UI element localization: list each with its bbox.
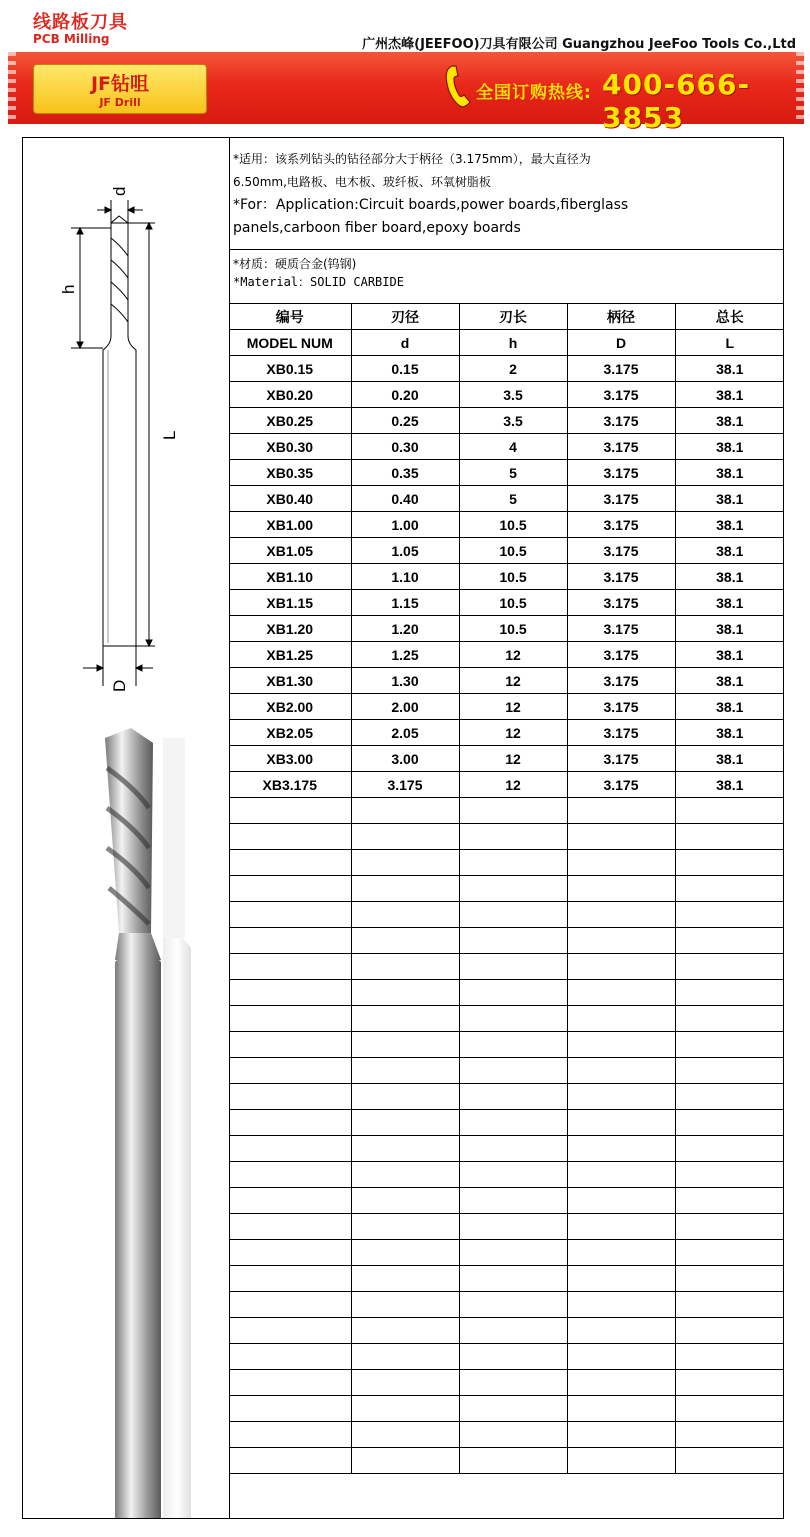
empty-table-cell bbox=[459, 1240, 567, 1266]
table-cell: 3.175 bbox=[567, 590, 675, 616]
table-cell: 10.5 bbox=[459, 512, 567, 538]
table-cell: 3.175 bbox=[567, 616, 675, 642]
table-cell: 1.00 bbox=[351, 512, 459, 538]
empty-table-cell bbox=[229, 954, 351, 980]
empty-table-cell bbox=[675, 954, 784, 980]
empty-table-cell bbox=[351, 1370, 459, 1396]
empty-table-cell bbox=[229, 1266, 351, 1292]
empty-table-cell bbox=[229, 1214, 351, 1240]
empty-table-cell bbox=[567, 876, 675, 902]
table-row bbox=[229, 460, 784, 486]
table-cell: 3.175 bbox=[567, 746, 675, 772]
application-cn-line2: 6.50mm,电路板、电木板、玻纤板、环氧树脂板 bbox=[233, 175, 491, 189]
empty-table-cell bbox=[675, 928, 784, 954]
empty-table-cell bbox=[567, 850, 675, 876]
table-cell: 3.175 bbox=[567, 538, 675, 564]
empty-table-row bbox=[229, 824, 784, 850]
empty-table-cell bbox=[459, 1058, 567, 1084]
empty-table-cell bbox=[567, 1396, 675, 1422]
empty-table-cell bbox=[675, 1396, 784, 1422]
empty-table-cell bbox=[567, 1006, 675, 1032]
table-cell: 5 bbox=[459, 460, 567, 486]
empty-table-row bbox=[229, 1396, 784, 1422]
empty-table-cell bbox=[229, 1240, 351, 1266]
empty-table-cell bbox=[567, 1292, 675, 1318]
table-row bbox=[229, 746, 784, 772]
empty-table-row bbox=[229, 980, 784, 1006]
empty-table-row bbox=[229, 1370, 784, 1396]
product-title-badge bbox=[33, 64, 207, 114]
empty-table-row bbox=[229, 902, 784, 928]
table-cell: XB0.30 bbox=[229, 434, 351, 460]
table-cell: 3.175 bbox=[567, 512, 675, 538]
table-cell: 38.1 bbox=[675, 772, 784, 798]
empty-table-cell bbox=[675, 1058, 784, 1084]
header-cell: 编号 bbox=[229, 304, 351, 330]
empty-table-cell bbox=[675, 1344, 784, 1370]
empty-table-row bbox=[229, 1266, 784, 1292]
empty-table-cell bbox=[459, 954, 567, 980]
header-cell: L bbox=[675, 330, 784, 356]
empty-table-cell bbox=[675, 1214, 784, 1240]
empty-table-cell bbox=[351, 954, 459, 980]
empty-table-cell bbox=[675, 1084, 784, 1110]
empty-table-cell bbox=[351, 1162, 459, 1188]
empty-table-cell bbox=[351, 850, 459, 876]
table-cell: 4 bbox=[459, 434, 567, 460]
table-cell: 12 bbox=[459, 720, 567, 746]
table-cell: 0.15 bbox=[351, 356, 459, 382]
empty-table-row bbox=[229, 1318, 784, 1344]
table-row bbox=[229, 408, 784, 434]
empty-table-cell bbox=[459, 1006, 567, 1032]
empty-table-cell bbox=[351, 1396, 459, 1422]
dim-label-d: d bbox=[110, 186, 129, 196]
table-row bbox=[229, 720, 784, 746]
table-cell: 3.00 bbox=[351, 746, 459, 772]
empty-table-cell bbox=[675, 1006, 784, 1032]
table-cell: 10.5 bbox=[459, 616, 567, 642]
empty-table-row bbox=[229, 954, 784, 980]
product-title-en: JF Drill bbox=[99, 96, 141, 109]
empty-table-cell bbox=[675, 850, 784, 876]
empty-table-cell bbox=[351, 1214, 459, 1240]
empty-table-cell bbox=[567, 1032, 675, 1058]
empty-table-cell bbox=[675, 902, 784, 928]
table-cell: XB1.30 bbox=[229, 668, 351, 694]
empty-table-row bbox=[229, 1188, 784, 1214]
empty-table-cell bbox=[459, 1084, 567, 1110]
table-cell: 1.05 bbox=[351, 538, 459, 564]
table-row bbox=[229, 564, 784, 590]
empty-table-cell bbox=[459, 902, 567, 928]
table-header-row-cn bbox=[229, 304, 784, 330]
header-cell: 柄径 bbox=[567, 304, 675, 330]
table-cell: XB0.40 bbox=[229, 486, 351, 512]
empty-table-cell bbox=[675, 980, 784, 1006]
table-cell: XB1.20 bbox=[229, 616, 351, 642]
table-row bbox=[229, 356, 784, 382]
table-cell: 38.1 bbox=[675, 512, 784, 538]
empty-table-cell bbox=[567, 1136, 675, 1162]
empty-table-cell bbox=[351, 980, 459, 1006]
empty-table-cell bbox=[675, 1370, 784, 1396]
table-cell: 3.175 bbox=[567, 434, 675, 460]
table-cell: 2 bbox=[459, 356, 567, 382]
empty-table-row bbox=[229, 1032, 784, 1058]
table-cell: 38.1 bbox=[675, 408, 784, 434]
table-row bbox=[229, 772, 784, 798]
hotline-label: 全国订购热线: bbox=[476, 83, 592, 103]
empty-table-cell bbox=[351, 1006, 459, 1032]
empty-table-cell bbox=[675, 1266, 784, 1292]
empty-table-cell bbox=[459, 1032, 567, 1058]
table-cell: 3.175 bbox=[567, 772, 675, 798]
empty-table-cell bbox=[229, 876, 351, 902]
table-row bbox=[229, 642, 784, 668]
table-cell: 12 bbox=[459, 694, 567, 720]
empty-table-cell bbox=[459, 824, 567, 850]
table-cell: 10.5 bbox=[459, 590, 567, 616]
empty-table-cell bbox=[229, 1136, 351, 1162]
table-row bbox=[229, 512, 784, 538]
table-cell: XB1.15 bbox=[229, 590, 351, 616]
table-cell: 3.175 bbox=[567, 720, 675, 746]
empty-table-cell bbox=[567, 954, 675, 980]
phone-icon bbox=[444, 64, 472, 108]
table-cell: 12 bbox=[459, 772, 567, 798]
table-cell: 1.30 bbox=[351, 668, 459, 694]
empty-table-cell bbox=[351, 1344, 459, 1370]
table-row bbox=[229, 486, 784, 512]
empty-table-row bbox=[229, 1162, 784, 1188]
empty-table-row bbox=[229, 1110, 784, 1136]
table-cell: 12 bbox=[459, 746, 567, 772]
empty-table-row bbox=[229, 1422, 784, 1448]
empty-table-cell bbox=[229, 1318, 351, 1344]
table-cell: XB3.175 bbox=[229, 772, 351, 798]
empty-table-cell bbox=[459, 980, 567, 1006]
table-cell: 38.1 bbox=[675, 694, 784, 720]
drill-product-image bbox=[23, 698, 229, 1518]
empty-table-row bbox=[229, 1006, 784, 1032]
table-cell: 12 bbox=[459, 642, 567, 668]
table-cell: 38.1 bbox=[675, 434, 784, 460]
empty-table-cell bbox=[459, 1370, 567, 1396]
header-cell: MODEL NUM bbox=[229, 330, 351, 356]
drawing-panel bbox=[23, 138, 230, 1518]
empty-table-cell bbox=[567, 928, 675, 954]
table-cell: 0.20 bbox=[351, 382, 459, 408]
table-cell: XB2.05 bbox=[229, 720, 351, 746]
table-cell: 0.40 bbox=[351, 486, 459, 512]
empty-table-row bbox=[229, 928, 784, 954]
empty-table-cell bbox=[567, 824, 675, 850]
table-cell: 3.5 bbox=[459, 382, 567, 408]
table-cell: 38.1 bbox=[675, 564, 784, 590]
table-cell: XB0.20 bbox=[229, 382, 351, 408]
empty-table-cell bbox=[567, 1110, 675, 1136]
empty-table-cell bbox=[567, 1214, 675, 1240]
empty-table-cell bbox=[567, 980, 675, 1006]
empty-table-cell bbox=[351, 1318, 459, 1344]
empty-table-cell bbox=[229, 1110, 351, 1136]
brand-name-en: PCB Milling bbox=[33, 32, 110, 46]
table-cell: XB0.15 bbox=[229, 356, 351, 382]
table-cell: 3.175 bbox=[567, 564, 675, 590]
table-cell: 10.5 bbox=[459, 564, 567, 590]
empty-table-cell bbox=[567, 1422, 675, 1448]
table-row bbox=[229, 538, 784, 564]
empty-table-cell bbox=[567, 1188, 675, 1214]
table-cell: 38.1 bbox=[675, 668, 784, 694]
table-cell: XB1.10 bbox=[229, 564, 351, 590]
table-cell: 0.25 bbox=[351, 408, 459, 434]
table-cell: 38.1 bbox=[675, 538, 784, 564]
empty-table-cell bbox=[567, 1240, 675, 1266]
dim-label-h: h bbox=[59, 284, 78, 294]
material-cn: *材质：硬质合金(钨钢) bbox=[233, 257, 357, 271]
empty-table-cell bbox=[351, 928, 459, 954]
header-cell: d bbox=[351, 330, 459, 356]
empty-table-cell bbox=[459, 1266, 567, 1292]
empty-table-cell bbox=[229, 902, 351, 928]
table-header-row-en bbox=[229, 330, 784, 356]
table-row bbox=[229, 590, 784, 616]
table-cell: 3.175 bbox=[567, 642, 675, 668]
empty-table-row bbox=[229, 1214, 784, 1240]
empty-table-cell bbox=[567, 1318, 675, 1344]
table-cell: 38.1 bbox=[675, 486, 784, 512]
table-cell: 38.1 bbox=[675, 746, 784, 772]
material-description bbox=[229, 250, 783, 303]
empty-table-cell bbox=[229, 1162, 351, 1188]
empty-table-row bbox=[229, 798, 784, 824]
spec-table bbox=[229, 303, 784, 1474]
table-cell: 38.1 bbox=[675, 382, 784, 408]
empty-table-cell bbox=[229, 1188, 351, 1214]
empty-table-cell bbox=[229, 1448, 351, 1474]
empty-table-cell bbox=[229, 1058, 351, 1084]
brand-name-cn: 线路板刀具 bbox=[33, 12, 128, 33]
empty-table-cell bbox=[675, 1422, 784, 1448]
table-cell: 2.00 bbox=[351, 694, 459, 720]
table-row bbox=[229, 668, 784, 694]
empty-table-cell bbox=[675, 798, 784, 824]
empty-table-cell bbox=[351, 876, 459, 902]
empty-table-cell bbox=[459, 1448, 567, 1474]
table-cell: XB0.25 bbox=[229, 408, 351, 434]
table-cell: 3.175 bbox=[567, 694, 675, 720]
table-cell: 10.5 bbox=[459, 538, 567, 564]
application-en-line1: *For：Application:Circuit boards,power boards,fiberglass bbox=[233, 197, 629, 213]
table-cell: 3.175 bbox=[351, 772, 459, 798]
empty-table-cell bbox=[229, 1396, 351, 1422]
table-cell: 38.1 bbox=[675, 642, 784, 668]
header-cell: 总长 bbox=[675, 304, 784, 330]
empty-table-cell bbox=[459, 850, 567, 876]
empty-table-cell bbox=[351, 1422, 459, 1448]
table-cell: 12 bbox=[459, 668, 567, 694]
empty-table-cell bbox=[567, 902, 675, 928]
empty-table-cell bbox=[459, 1344, 567, 1370]
empty-table-cell bbox=[229, 850, 351, 876]
table-cell: 38.1 bbox=[675, 720, 784, 746]
empty-table-cell bbox=[675, 1032, 784, 1058]
empty-table-cell bbox=[567, 798, 675, 824]
empty-table-cell bbox=[459, 1396, 567, 1422]
empty-table-cell bbox=[567, 1266, 675, 1292]
empty-table-cell bbox=[229, 1344, 351, 1370]
empty-table-cell bbox=[459, 1162, 567, 1188]
table-cell: 2.05 bbox=[351, 720, 459, 746]
empty-table-cell bbox=[351, 1110, 459, 1136]
empty-table-cell bbox=[351, 798, 459, 824]
dim-label-D: D bbox=[110, 679, 129, 692]
empty-table-cell bbox=[351, 1058, 459, 1084]
company-name: 广州杰峰(JEEFOO)刀具有限公司 Guangzhou JeeFoo Tools Co.,Ltd bbox=[362, 37, 796, 52]
table-cell: XB1.25 bbox=[229, 642, 351, 668]
header-cell: h bbox=[459, 330, 567, 356]
empty-table-cell bbox=[567, 1344, 675, 1370]
empty-table-cell bbox=[675, 1136, 784, 1162]
empty-table-cell bbox=[459, 1136, 567, 1162]
empty-table-cell bbox=[675, 1110, 784, 1136]
table-cell: 1.15 bbox=[351, 590, 459, 616]
empty-table-cell bbox=[459, 1318, 567, 1344]
header-cell: D bbox=[567, 330, 675, 356]
table-cell: 3.175 bbox=[567, 408, 675, 434]
empty-table-cell bbox=[567, 1370, 675, 1396]
empty-table-cell bbox=[229, 1370, 351, 1396]
table-cell: 38.1 bbox=[675, 460, 784, 486]
drill-dimension-drawing bbox=[23, 138, 229, 698]
empty-table-cell bbox=[459, 928, 567, 954]
empty-table-cell bbox=[675, 1240, 784, 1266]
table-cell: 3.175 bbox=[567, 356, 675, 382]
table-row bbox=[229, 616, 784, 642]
empty-table-row bbox=[229, 1058, 784, 1084]
empty-table-row bbox=[229, 1136, 784, 1162]
table-cell: XB1.05 bbox=[229, 538, 351, 564]
dim-label-L: L bbox=[160, 430, 179, 440]
empty-table-cell bbox=[675, 1162, 784, 1188]
empty-table-row bbox=[229, 1240, 784, 1266]
empty-table-row bbox=[229, 1292, 784, 1318]
table-cell: 3.175 bbox=[567, 486, 675, 512]
application-description bbox=[229, 138, 783, 250]
empty-table-cell bbox=[229, 928, 351, 954]
table-cell: 3.175 bbox=[567, 382, 675, 408]
hotline-number[interactable]: 400-666-3853 bbox=[602, 68, 751, 134]
empty-table-cell bbox=[351, 1292, 459, 1318]
empty-table-cell bbox=[567, 1058, 675, 1084]
empty-table-cell bbox=[351, 1136, 459, 1162]
empty-table-row bbox=[229, 850, 784, 876]
table-cell: 5 bbox=[459, 486, 567, 512]
empty-table-cell bbox=[229, 1422, 351, 1448]
table-cell: 3.5 bbox=[459, 408, 567, 434]
empty-table-cell bbox=[459, 1214, 567, 1240]
empty-table-cell bbox=[459, 798, 567, 824]
product-spec-frame bbox=[22, 137, 784, 1519]
empty-table-cell bbox=[459, 1110, 567, 1136]
empty-table-cell bbox=[459, 876, 567, 902]
table-cell: 3.175 bbox=[567, 668, 675, 694]
empty-table-cell bbox=[675, 1292, 784, 1318]
empty-table-cell bbox=[675, 1318, 784, 1344]
empty-table-cell bbox=[567, 1448, 675, 1474]
empty-table-row bbox=[229, 1448, 784, 1474]
header-cell: 刃径 bbox=[351, 304, 459, 330]
table-cell: 1.25 bbox=[351, 642, 459, 668]
table-cell: XB3.00 bbox=[229, 746, 351, 772]
table-cell: 1.10 bbox=[351, 564, 459, 590]
table-row bbox=[229, 382, 784, 408]
empty-table-cell bbox=[459, 1188, 567, 1214]
table-cell: 38.1 bbox=[675, 590, 784, 616]
empty-table-cell bbox=[229, 1006, 351, 1032]
empty-table-cell bbox=[351, 1188, 459, 1214]
header-cell: 刃长 bbox=[459, 304, 567, 330]
empty-table-cell bbox=[229, 798, 351, 824]
table-cell: 38.1 bbox=[675, 356, 784, 382]
material-en: *Material：SOLID CARBIDE bbox=[233, 275, 404, 289]
table-row bbox=[229, 694, 784, 720]
table-cell: 0.35 bbox=[351, 460, 459, 486]
table-cell: 3.175 bbox=[567, 460, 675, 486]
empty-table-row bbox=[229, 876, 784, 902]
empty-table-cell bbox=[459, 1422, 567, 1448]
empty-table-cell bbox=[675, 1448, 784, 1474]
empty-table-cell bbox=[351, 1032, 459, 1058]
table-cell: XB1.00 bbox=[229, 512, 351, 538]
table-row bbox=[229, 434, 784, 460]
empty-table-cell bbox=[229, 824, 351, 850]
empty-table-cell bbox=[675, 824, 784, 850]
empty-table-cell bbox=[459, 1292, 567, 1318]
empty-table-cell bbox=[675, 876, 784, 902]
empty-table-row bbox=[229, 1344, 784, 1370]
empty-table-row bbox=[229, 1084, 784, 1110]
empty-table-cell bbox=[351, 1240, 459, 1266]
application-cn-line1: *适用：该系列钻头的钻径部分大于柄径（3.175mm），最大直径为 bbox=[233, 152, 591, 166]
table-cell: 1.20 bbox=[351, 616, 459, 642]
empty-table-cell bbox=[229, 1292, 351, 1318]
empty-table-cell bbox=[229, 980, 351, 1006]
empty-table-cell bbox=[567, 1162, 675, 1188]
empty-table-cell bbox=[351, 1266, 459, 1292]
table-cell: 0.30 bbox=[351, 434, 459, 460]
empty-table-cell bbox=[351, 824, 459, 850]
empty-table-cell bbox=[229, 1084, 351, 1110]
empty-table-cell bbox=[351, 1084, 459, 1110]
table-cell: XB0.35 bbox=[229, 460, 351, 486]
application-en-line2: panels,carboon fiber board,epoxy boards bbox=[233, 220, 521, 236]
product-title-cn: JF钻咀 bbox=[90, 73, 150, 95]
table-cell: 38.1 bbox=[675, 616, 784, 642]
table-cell: XB2.00 bbox=[229, 694, 351, 720]
empty-table-cell bbox=[351, 902, 459, 928]
empty-table-cell bbox=[675, 1188, 784, 1214]
empty-table-cell bbox=[229, 1032, 351, 1058]
empty-table-cell bbox=[351, 1448, 459, 1474]
empty-table-cell bbox=[567, 1084, 675, 1110]
